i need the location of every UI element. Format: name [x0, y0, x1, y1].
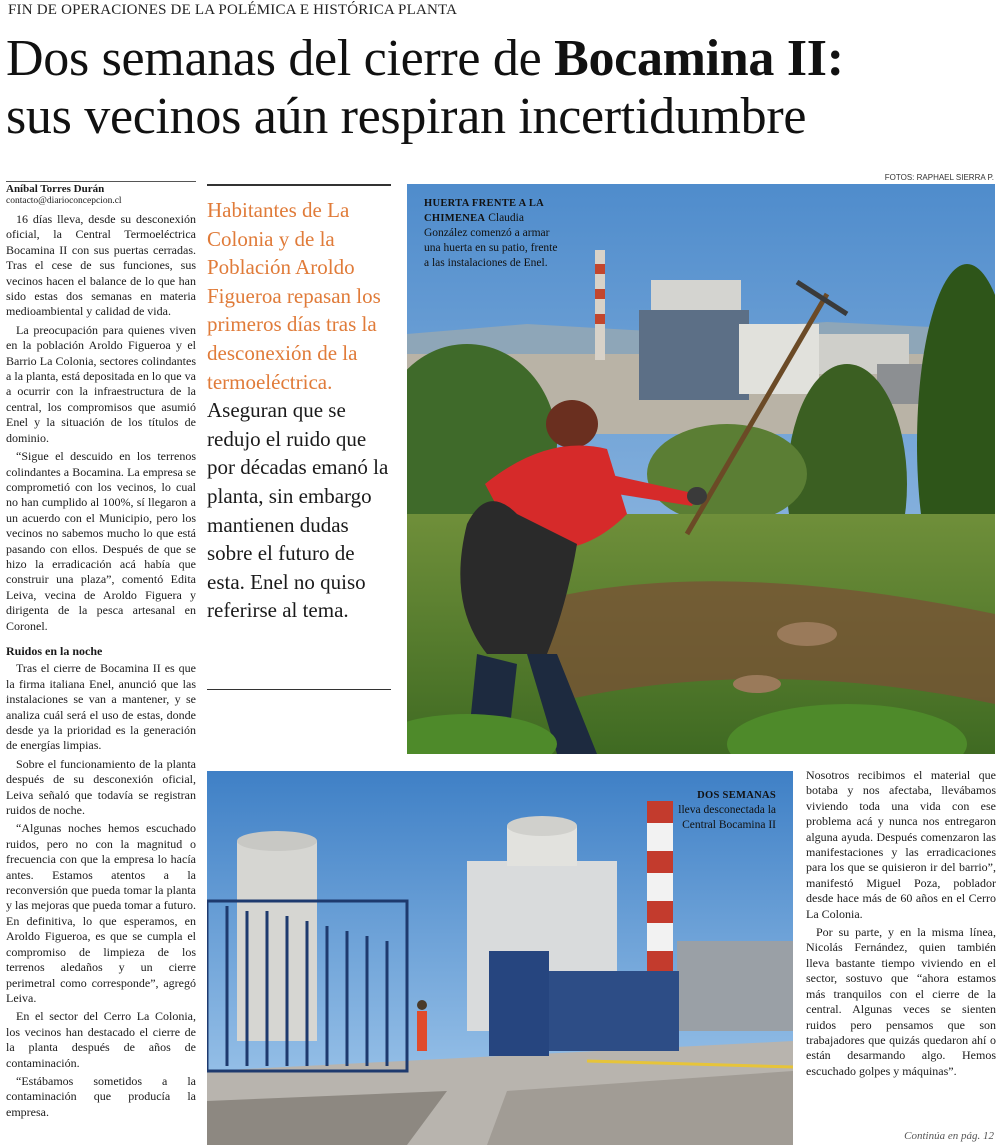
caption-photo-1-text: Claudia González comenzó a armar una huerta en su patio, frente a las instalaciones de Enel.: [424, 212, 558, 269]
paragraph: Sobre el funcionamiento de la planta después de su desconexión oficial, Leiva señaló que todavía se registran ruidos de noche.: [6, 756, 196, 818]
headline-line1-bold: Bocamina II:: [554, 30, 844, 87]
caption-photo-2-title: DOS SEMANAS: [697, 790, 776, 801]
deck-rule-top: [207, 184, 391, 186]
subheading: Ruidos en la noche: [6, 643, 103, 658]
deck-orange: Habitantes de La Colonia y de la Población Aroldo Figueroa repasan los primeros días tras la desconexión de la termoeléctrica.: [207, 198, 381, 394]
paragraph: “Sigue el descuido en los terrenos colindantes a Bocamina. La empresa se comprometió con los vecinos, lo cual no han cumplido al 100%, sí llegaron a un acuerdo con el Municipio, pero los vecinos no sabemos mucho lo que está pasando con ellos. Después de que se hizo la erradicación acá había que construir una plaza”, comentó Edita Leiva, vecina de Aroldo Figuera y dirigenta de la pesca artesanal en Coronel.: [6, 449, 196, 633]
caption-photo-2-text: lleva desconectada la Central Bocamina II: [678, 804, 776, 831]
headline-line2: sus vecinos aún respiran incertidumbre: [6, 88, 807, 145]
caption-photo-2: [676, 788, 776, 833]
caption-photo-1: [424, 196, 559, 271]
headline: [6, 30, 996, 146]
paragraph: Tras el cierre de Bocamina II es que la firma italiana Enel, anunció que las instalaciones se van a mantener, y se analiza cuál será el uso de estas, donde desde ya la prioridad es la generación de energías limpias.: [6, 661, 196, 753]
article-column-1: [6, 212, 196, 1123]
deck-rule-bottom: [207, 689, 391, 690]
paragraph: “Algunas noches hemos escuchado ruidos, pero no con la magnitud o frecuencia con que la empresa lo hacía antes. Estamos atentos a la reconversión que pueda tomar la planta y las mejoras que pueda tomar a futuro. En definitiva, lo que esperamos, en Aroldo Figueroa, es que se cumpla el compromiso de limpieza de los terrenos aledaños y un cierre perimetral como corresponde”, agregó Leiva.: [6, 821, 196, 1005]
paragraph: La preocupación para quienes viven en la población Aroldo Figueroa y el Barrio La Colonia, sectores colindantes a la planta, está depositada en lo que va a ocurrir con la infraestructura de la central, los compromisos que asumió Enel y la situación de los títulos de dominio.: [6, 322, 196, 445]
author-name: Aníbal Torres Durán: [6, 183, 105, 195]
paragraph: “Estábamos sometidos a la contaminación que producía la empresa.: [6, 1073, 196, 1119]
article-column-4: [806, 768, 996, 1082]
paragraph: 16 días lleva, desde su desconexión oficial, la Central Termoeléctrica Bocamina II con sus puertas cerradas. Tras el cese de sus funciones, sus vecinos hacen el balance de lo que han sido estas dos semanas en materia medioambiental y calidad de vida.: [6, 212, 196, 319]
paragraph: Por su parte, y en la misma línea, Nicolás Fernández, quien también lleva bastante tiempo viviendo en el sector, sostuvo que “ahora estamos más tranquilos con el cierre de la central. Algunas veces se sienten ruidos pero pensamos que son trabajadores que quizás quedaron ahí o están desarmando algo. Hemos escuchado golpes y máquinas”.: [806, 925, 996, 1078]
byline-rule: [6, 181, 196, 182]
paragraph: Nosotros recibimos el material que botaba y nos afectaba, llevábamos viviendo toda una vida con ese problema acá y nunca nos entregaron alguna ayuda. Después comenzaron las manifestaciones y las erradicaciones para los que se quisieron ir del barrio”, manifestó Miguel Poza, poblador desde hace más de 60 años en el Cerro La Colonia.: [806, 768, 996, 921]
author-email: contacto@diarioconcepcion.cl: [6, 196, 122, 206]
caption-photo-1-title: HUERTA FRENTE A LA CHIMENEA: [424, 198, 544, 224]
continuation-note: Continúa en pág. 12: [904, 1130, 994, 1142]
photo-credit: FOTOS: RAPHAEL SIERRA P.: [884, 173, 994, 182]
deck-dark: Aseguran que se redujo el ruido que por décadas emanó la planta, sin embargo mantienen dudas sobre el futuro de esta. Enel no quiso referirse al tema.: [207, 398, 389, 623]
deck: [207, 196, 393, 625]
byline: [6, 183, 196, 207]
headline-line1-regular: Dos semanas del cierre de: [6, 30, 555, 87]
paragraph: En el sector del Cerro La Colonia, los vecinos han destacado el cierre de la planta después de años de contaminación.: [6, 1009, 196, 1070]
kicker: FIN DE OPERACIONES DE LA POLÉMICA E HISTÓRICA PLANTA: [8, 2, 458, 18]
